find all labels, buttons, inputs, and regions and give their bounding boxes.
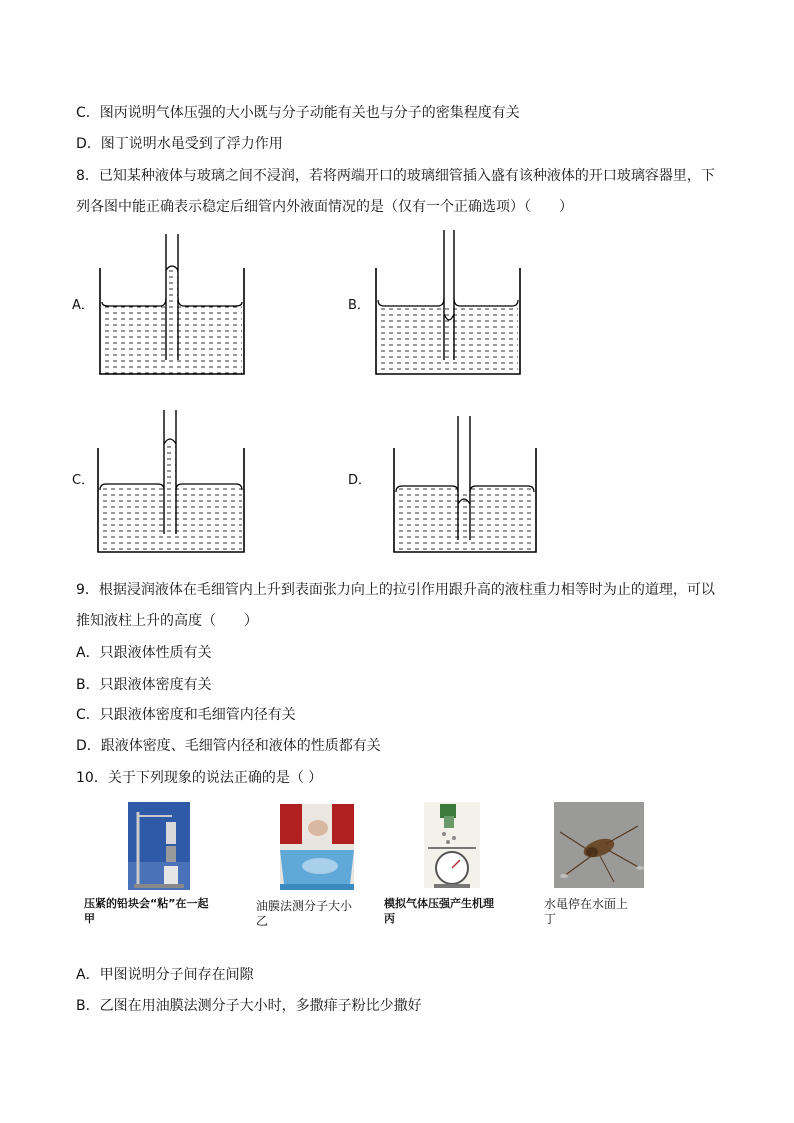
lead-blocks-photo xyxy=(128,802,190,890)
option-10a: A．甲图说明分子间存在间隙 xyxy=(76,967,254,983)
option-9b: B．只跟液体密度有关 xyxy=(76,677,212,693)
photo-caption-bing: 模拟气体压强产生机理 丙 xyxy=(384,897,494,925)
question-8-line-1: 8．已知某种液体与玻璃之间不浸润，若将两端开口的玻璃细管插入盛有该种液体的开口玻璃容器里，下 xyxy=(76,168,715,184)
photo-caption-jia: 压紧的铅块会“粘”在一起 甲 xyxy=(84,897,209,925)
option-9c: C．只跟液体密度和毛细管内径有关 xyxy=(76,707,296,723)
option-9d: D．跟液体密度、毛细管内径和液体的性质都有关 xyxy=(76,738,381,754)
figure-label-c: C． xyxy=(72,473,95,488)
question-8-line-2: 列各图中能正确表示稳定后细管内外液面情况的是（仅有一个正确选项）（ ） xyxy=(76,199,573,215)
figure-a-diagram xyxy=(96,232,250,378)
photo-caption-yi: 油膜法测分子大小 乙 xyxy=(256,899,353,928)
option-7d: D．图丁说明水黾受到了浮力作用 xyxy=(76,136,283,152)
figure-label-d: D． xyxy=(348,473,372,488)
figure-label-b: B． xyxy=(348,298,370,313)
option-7c: C．图丙说明气体压强的大小既与分子动能有关也与分子的密集程度有关 xyxy=(76,105,520,121)
question-10: 10．关于下列现象的说法正确的是（ ） xyxy=(76,770,323,786)
option-10b: B．乙图在用油膜法测分子大小时，多撒痱子粉比少撒好 xyxy=(76,998,422,1014)
figure-b-diagram xyxy=(372,228,526,378)
question-9-line-1: 9．根据浸润液体在毛细管内上升到表面张力向上的拉引作用跟升高的液柱重力相等时为止的道理，可以 xyxy=(76,582,715,598)
oil-film-photo xyxy=(280,804,354,890)
pressure-simulation-photo xyxy=(424,802,480,888)
figure-d-diagram xyxy=(390,414,540,556)
figure-label-a: A． xyxy=(72,298,94,313)
photo-caption-ding: 水黾停在水面上 丁 xyxy=(544,897,629,926)
figure-c-diagram xyxy=(94,408,248,556)
question-9-line-2: 推知液柱上升的高度（ ） xyxy=(76,613,258,629)
option-9a: A．只跟液体性质有关 xyxy=(76,645,212,661)
water-strider-photo xyxy=(554,802,644,888)
